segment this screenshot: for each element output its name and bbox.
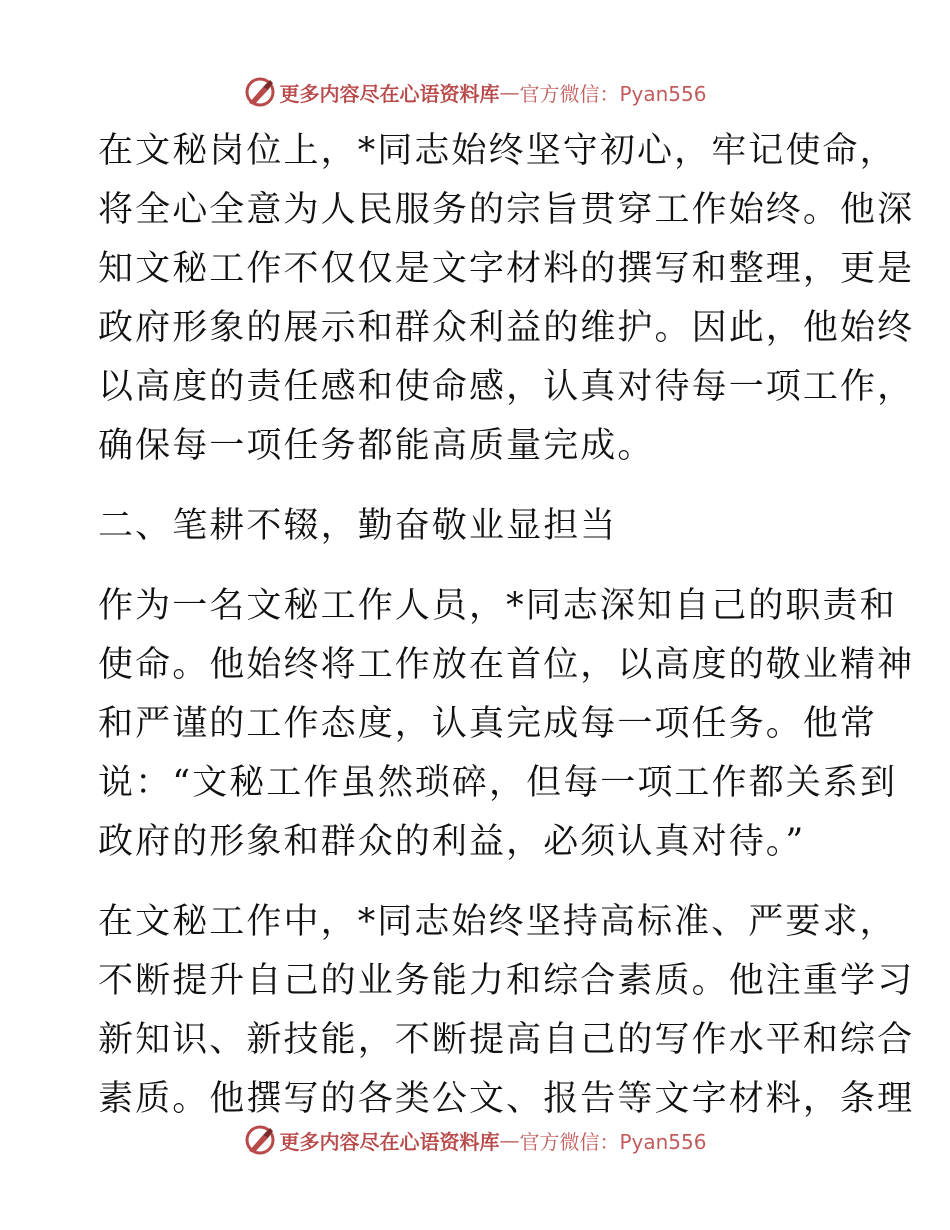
text-line: 使命。他始终将工作放在首位，以高度的敬业精神 bbox=[98, 645, 915, 685]
banner-title: 更多内容尽在心语资料库 bbox=[279, 81, 500, 106]
text-line: 在文秘工作中，*同志始终坚持高标准、严要求， bbox=[98, 902, 897, 942]
header-banner bbox=[0, 72, 950, 112]
text-line: 新知识、新技能，不断提高自己的写作水平和综合 bbox=[98, 1020, 915, 1060]
banner-wechat: 官方微信：Pyan556 bbox=[519, 81, 707, 106]
banner-title: 更多内容尽在心语资料库 bbox=[279, 1129, 500, 1154]
text-line: 作为一名文秘工作人员，*同志深知自己的职责和 bbox=[98, 586, 897, 626]
text-line: 政府的形象和群众的利益，必须认真对待。” bbox=[98, 822, 806, 862]
banner-separator: — bbox=[499, 80, 520, 104]
text-line: 不断提升自己的业务能力和综合素质。他注重学习 bbox=[98, 961, 915, 1001]
text-line: 知文秘工作不仅仅是文字材料的撰写和整理，更是 bbox=[98, 249, 915, 289]
banner-separator: — bbox=[499, 1128, 520, 1152]
text-line: 以高度的责任感和使命感，认真对待每一项工作， bbox=[98, 367, 915, 407]
pen-logo-icon bbox=[243, 1123, 277, 1157]
text-line: 政府形象的展示和群众利益的维护。因此，他始终 bbox=[98, 308, 915, 348]
document-body bbox=[98, 122, 915, 1129]
banner-wechat: 官方微信：Pyan556 bbox=[519, 1129, 707, 1154]
footer-banner bbox=[0, 1120, 950, 1160]
text-line: 素质。他撰写的各类公文、报告等文字材料，条理 bbox=[98, 1079, 915, 1119]
text-line: 和严谨的工作态度，认真完成每一项任务。他常 bbox=[98, 704, 878, 744]
section-heading: 二、笔耕不辍，勤奋敬业显担当 bbox=[98, 506, 618, 546]
text-line: 说：“文秘工作虽然琐碎，但每一项工作都关系到 bbox=[98, 763, 898, 803]
text-line: 确保每一项任务都能高质量完成。 bbox=[98, 426, 655, 466]
text-line: 在文秘岗位上，*同志始终坚守初心，牢记使命， bbox=[98, 131, 897, 171]
pen-logo-icon bbox=[243, 75, 277, 109]
text-line: 将全心全意为人民服务的宗旨贯穿工作始终。他深 bbox=[98, 190, 915, 230]
